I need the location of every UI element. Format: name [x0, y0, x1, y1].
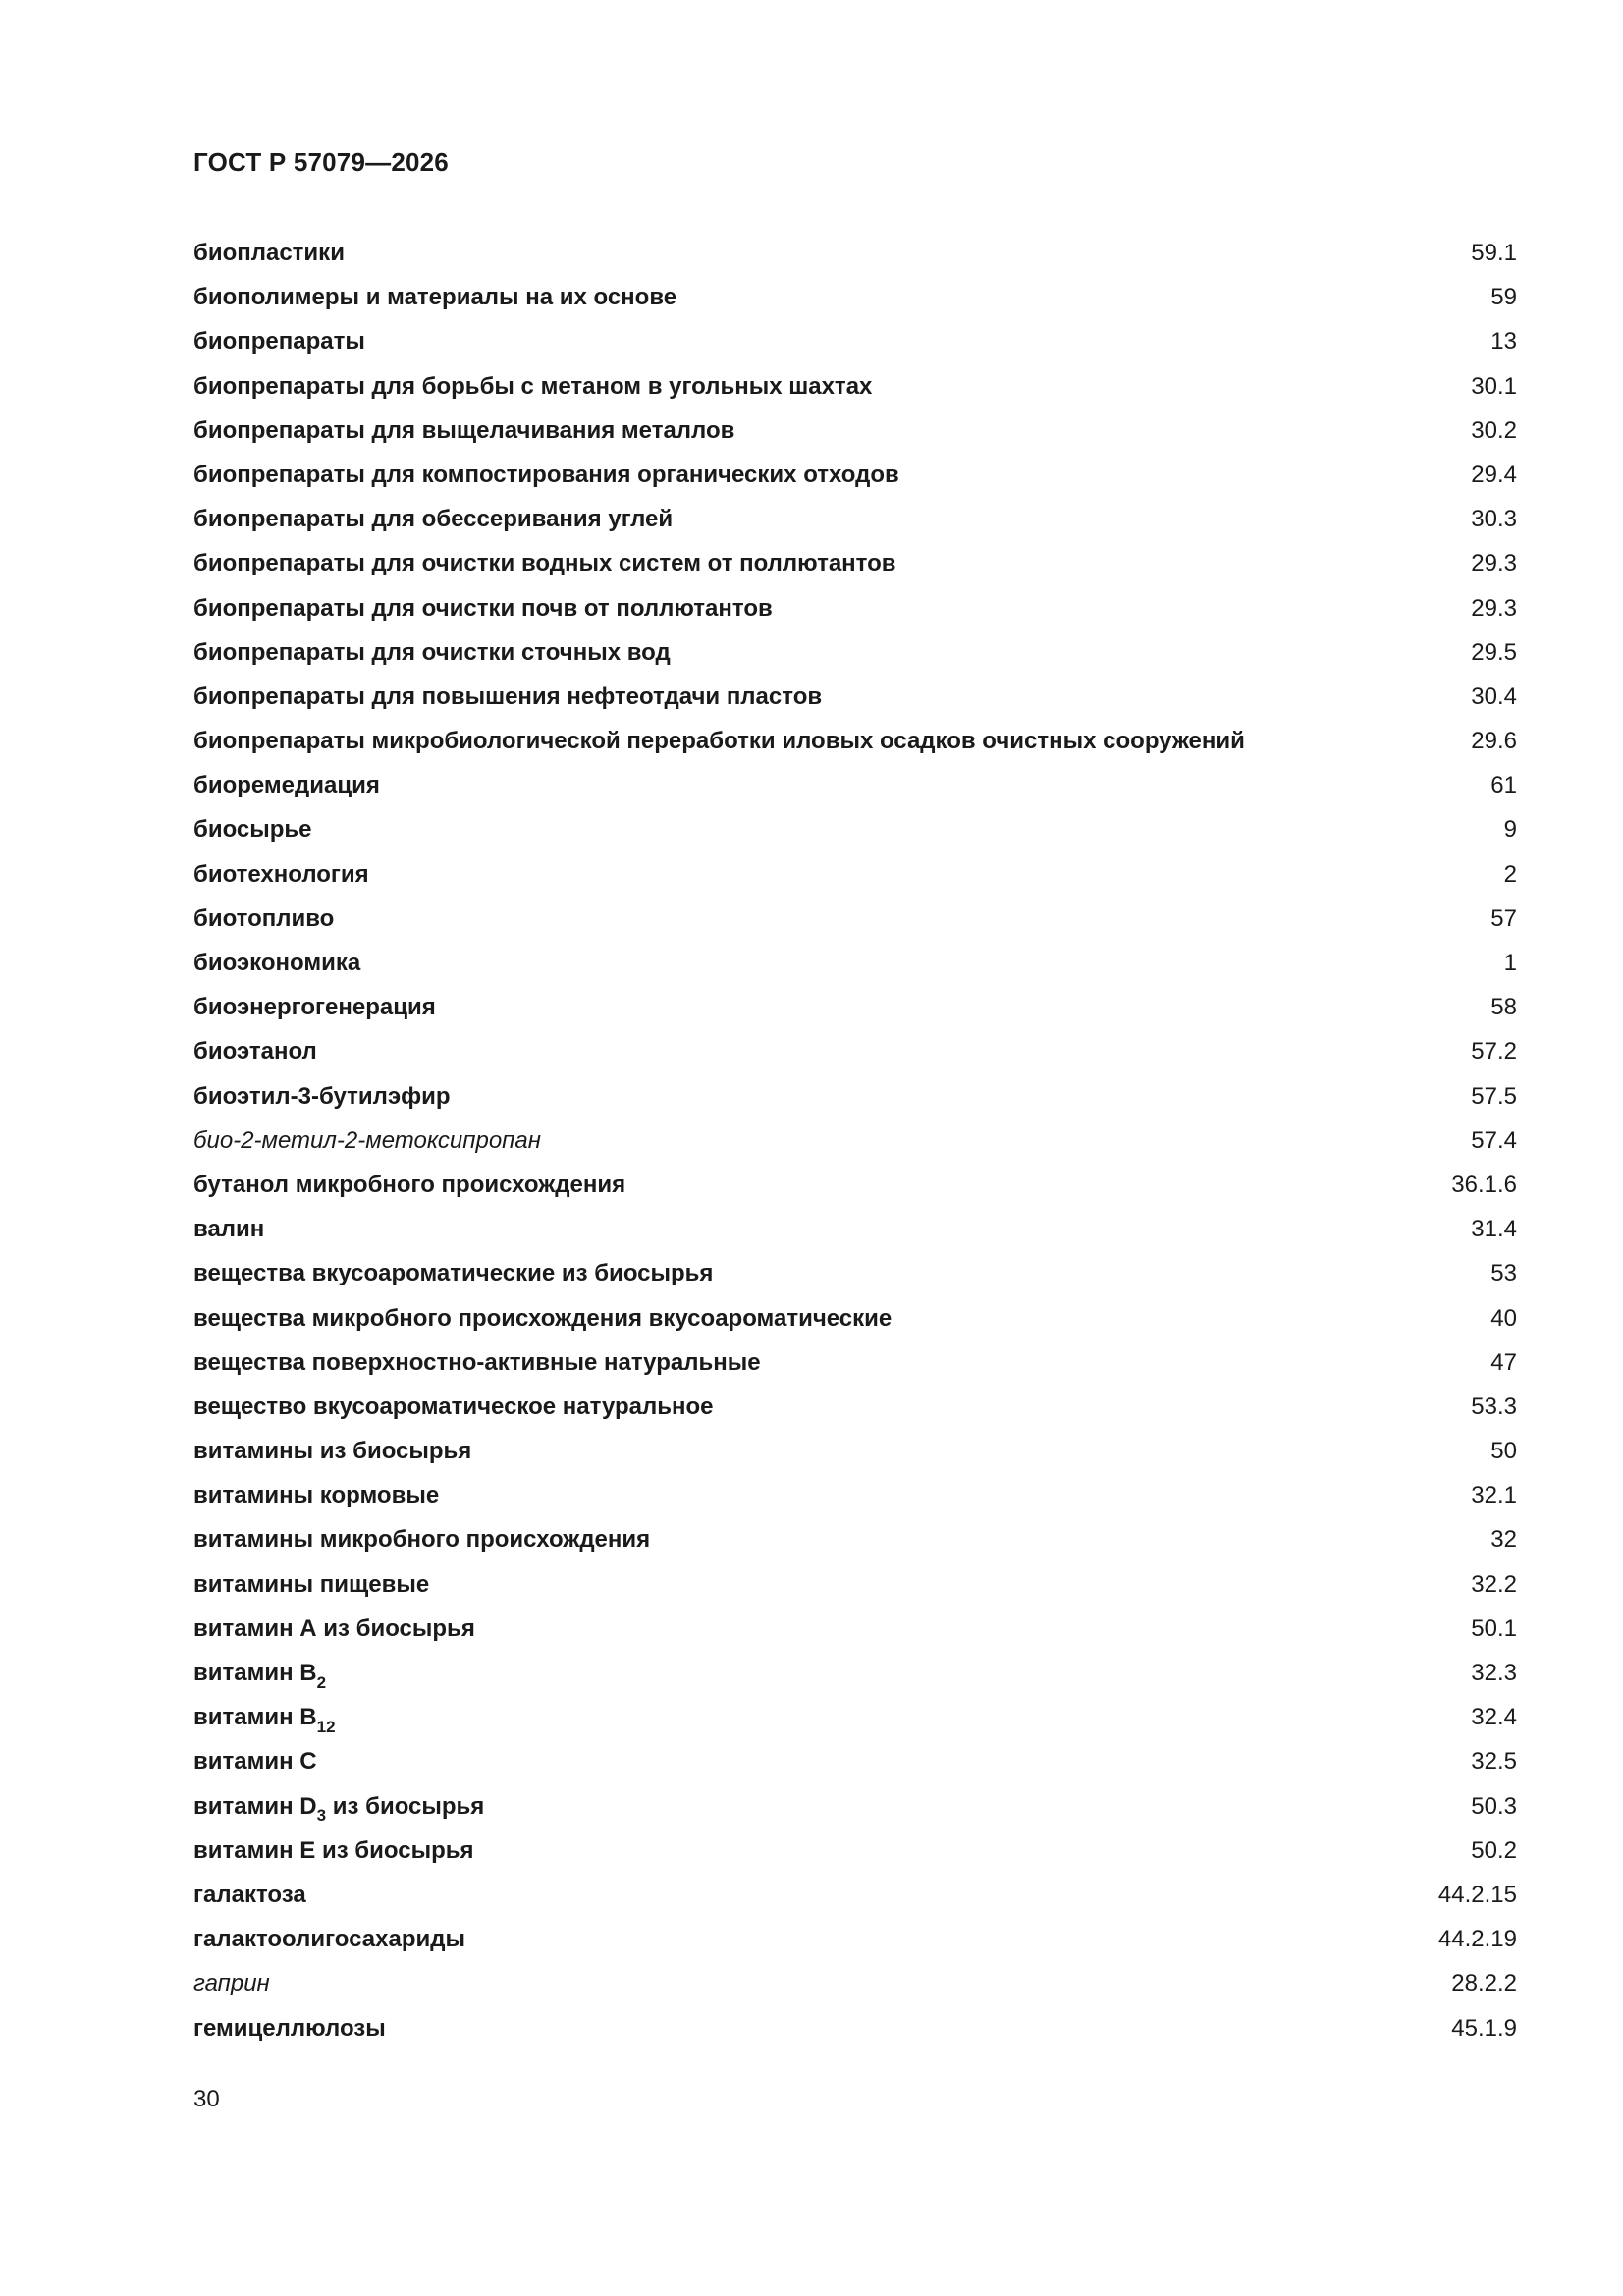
- alphabetical-index: [193, 237, 1517, 2056]
- index-section-ref: 32.3: [1471, 1660, 1517, 1686]
- index-entry: [193, 725, 1517, 769]
- index-term: галактоолигосахариды: [193, 1926, 465, 1953]
- index-entry: [193, 813, 1517, 857]
- index-section-ref: 47: [1490, 1348, 1517, 1376]
- index-section-ref: 36.1.6: [1451, 1171, 1517, 1198]
- index-entry: [193, 1169, 1517, 1213]
- index-term: биосырье: [193, 816, 312, 844]
- index-term: биотехнология: [193, 860, 369, 888]
- index-term: биопрепараты для выщелачивания металлов: [193, 416, 735, 444]
- index-section-ref: 29.6: [1471, 728, 1517, 755]
- index-term-subscript: 12: [316, 1717, 336, 1736]
- index-entry: [193, 281, 1517, 325]
- index-term-subscript: 2: [316, 1672, 327, 1692]
- index-term: био-2-метил-2-метоксипропан: [193, 1126, 541, 1154]
- index-section-ref: 31.4: [1471, 1216, 1517, 1243]
- index-section-ref: 50.3: [1471, 1792, 1517, 1820]
- index-section-ref: 30.3: [1471, 506, 1517, 533]
- index-section-ref: 28.2.2: [1451, 1970, 1517, 1997]
- index-term: витамин $В_{12}$: [193, 1704, 336, 1736]
- index-entry: [193, 1124, 1517, 1169]
- index-term: биополимеры и материалы на их основе: [193, 284, 677, 311]
- index-section-ref: 50.1: [1471, 1614, 1517, 1642]
- index-entry: [193, 1035, 1517, 1079]
- index-term: витамины кормовые: [193, 1482, 440, 1509]
- index-section-ref: 2: [1503, 860, 1517, 888]
- index-term: биопрепараты: [193, 328, 365, 355]
- index-term: биопрепараты для компостирования органических отходов: [193, 461, 899, 488]
- index-section-ref: 57.4: [1471, 1126, 1517, 1154]
- index-entry: [193, 592, 1517, 636]
- index-entry: [193, 1967, 1517, 2011]
- index-entry: [193, 459, 1517, 503]
- index-section-ref: 53.3: [1471, 1393, 1517, 1420]
- index-section-ref: 57: [1490, 904, 1517, 932]
- index-term: витамины микробного происхождения: [193, 1526, 651, 1554]
- index-term: биопрепараты для очистки водных систем от поллютантов: [193, 550, 896, 577]
- index-section-ref: 29.4: [1471, 461, 1517, 488]
- index-term: вещества микробного происхождения вкусоароматические: [193, 1304, 893, 1332]
- index-term: гемицеллюлозы: [193, 2014, 386, 2042]
- index-section-ref: 50.2: [1471, 1836, 1517, 1864]
- index-entry: [193, 1435, 1517, 1479]
- index-entry: [193, 1923, 1517, 1967]
- index-entry: [193, 1879, 1517, 1923]
- index-entry: [193, 1745, 1517, 1789]
- index-term: биопрепараты микробиологической переработки иловых осадков очистных сооружений: [193, 728, 1245, 755]
- index-section-ref: 32: [1490, 1526, 1517, 1554]
- index-term: вещества вкусоароматические из биосырья: [193, 1260, 714, 1287]
- index-section-ref: 32.5: [1471, 1748, 1517, 1776]
- index-entry: [193, 902, 1517, 947]
- index-section-ref: 53: [1490, 1260, 1517, 1287]
- index-entry: [193, 1213, 1517, 1257]
- index-entry: [193, 1657, 1517, 1701]
- index-section-ref: 44.2.15: [1437, 1881, 1517, 1908]
- index-term: биопрепараты для очистки сточных вод: [193, 638, 671, 666]
- index-section-ref: 57.5: [1471, 1082, 1517, 1110]
- index-section-ref: 44.2.19: [1437, 1926, 1517, 1953]
- index-section-ref: 9: [1503, 816, 1517, 844]
- index-term: биотопливо: [193, 904, 335, 932]
- index-term: биопрепараты для очистки почв от поллютантов: [193, 594, 773, 622]
- index-term: витамин С: [193, 1748, 317, 1776]
- index-section-ref: 61: [1490, 772, 1517, 799]
- index-entry: [193, 1080, 1517, 1124]
- index-entry: [193, 1613, 1517, 1657]
- index-entry: [193, 1479, 1517, 1523]
- index-term: биоэкономика: [193, 950, 361, 976]
- index-section-ref: 58: [1490, 994, 1517, 1021]
- index-term: галактоза: [193, 1881, 306, 1908]
- index-entry: [193, 2012, 1517, 2056]
- index-section-ref: 57.2: [1471, 1038, 1517, 1066]
- index-section-ref: 45.1.9: [1451, 2014, 1517, 2042]
- index-section-ref: 50: [1490, 1438, 1517, 1465]
- index-entry: [193, 1523, 1517, 1567]
- index-section-ref: 29.3: [1471, 550, 1517, 577]
- index-entry: [193, 769, 1517, 813]
- index-term: биоремедиация: [193, 772, 380, 799]
- index-term: витамин $В_2$: [193, 1660, 327, 1692]
- index-term: валин: [193, 1216, 265, 1243]
- index-term: гаприн: [193, 1970, 270, 1997]
- index-section-ref: 13: [1490, 328, 1517, 355]
- index-entry: [193, 1568, 1517, 1613]
- index-term: витамины пищевые: [193, 1570, 430, 1598]
- index-entry: [193, 414, 1517, 459]
- index-section-ref: 30.2: [1471, 416, 1517, 444]
- index-term: бутанол микробного происхождения: [193, 1171, 626, 1198]
- index-section-ref: 59.1: [1471, 240, 1517, 266]
- index-entry: [193, 1302, 1517, 1346]
- index-term: витамин $D_3$ из биосырья: [193, 1792, 485, 1826]
- index-section-ref: 32.4: [1471, 1704, 1517, 1731]
- index-section-ref: 32.2: [1471, 1570, 1517, 1598]
- index-entry: [193, 1257, 1517, 1301]
- index-entry: [193, 1834, 1517, 1879]
- index-section-ref: 59: [1490, 284, 1517, 311]
- index-entry: [193, 1790, 1517, 1834]
- index-section-ref: 30.4: [1471, 683, 1517, 710]
- index-entry: [193, 503, 1517, 547]
- index-entry: [193, 1346, 1517, 1391]
- index-section-ref: 30.1: [1471, 372, 1517, 400]
- index-term: витамин Е из биосырья: [193, 1836, 474, 1864]
- index-section-ref: 1: [1503, 950, 1517, 976]
- index-entry: [193, 1391, 1517, 1435]
- document-header: ГОСТ Р 57079—2026: [193, 147, 449, 177]
- index-term: биопластики: [193, 240, 345, 266]
- index-entry: [193, 681, 1517, 725]
- index-entry: [193, 991, 1517, 1035]
- page-number: 30: [193, 2086, 220, 2112]
- index-entry: [193, 237, 1517, 281]
- index-term: биоэтил-3-бутилэфир: [193, 1082, 451, 1110]
- index-entry: [193, 547, 1517, 591]
- index-term: биопрепараты для борьбы с метаном в угольных шахтах: [193, 372, 873, 400]
- index-entry: [193, 1701, 1517, 1745]
- index-entry: [193, 636, 1517, 681]
- index-term: биоэтанол: [193, 1038, 317, 1066]
- index-entry: [193, 325, 1517, 369]
- index-term: вещества поверхностно-активные натуральные: [193, 1348, 761, 1376]
- index-term: витамин А из биосырья: [193, 1614, 475, 1642]
- index-term: вещество вкусоароматическое натуральное: [193, 1393, 714, 1420]
- index-section-ref: 32.1: [1471, 1482, 1517, 1509]
- index-entry: [193, 858, 1517, 902]
- index-section-ref: 29.5: [1471, 638, 1517, 666]
- index-term: витамины из биосырья: [193, 1438, 472, 1465]
- index-term: биоэнергогенерация: [193, 994, 436, 1021]
- index-term: биопрепараты для повышения нефтеотдачи пластов: [193, 683, 823, 710]
- index-entry: [193, 947, 1517, 991]
- index-term-subscript: 3: [316, 1806, 327, 1826]
- index-section-ref: 40: [1490, 1304, 1517, 1332]
- index-entry: [193, 370, 1517, 414]
- index-section-ref: 29.3: [1471, 594, 1517, 622]
- index-term: биопрепараты для обессеривания углей: [193, 506, 674, 533]
